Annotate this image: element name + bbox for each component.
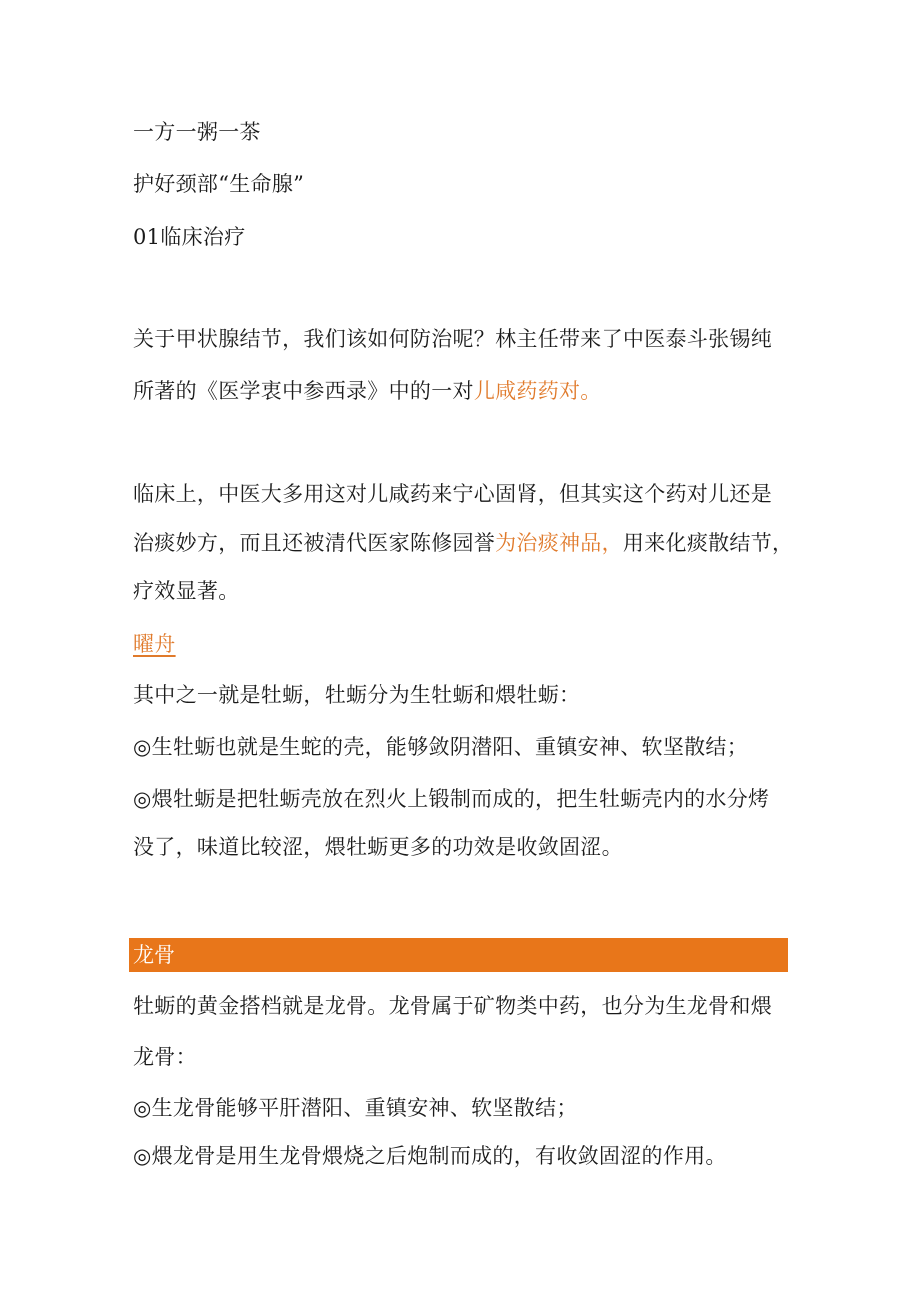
paragraph-2-text-post: 用来化痰散结节， [622,531,794,555]
paragraph-3-line-3: ◎煨牡蛎是把牡蛎壳放在烈火上锻制而成的，把生牡蛎壳内的水分烤 [133,787,770,811]
heading-subtitle: 护好颈部“生命腺” [133,172,305,196]
paragraph-3-line-1: 其中之一就是牡蛎，牡蛎分为生牡蛎和煨牡蛎： [133,683,581,707]
paragraph-1-line-1: 关于甲状腺结节，我们该如何防治呢？林主任带来了中医泰斗张锡纯 [133,327,772,351]
paragraph-2-line-3: 疗效显著。 [133,579,240,603]
paragraph-4-line-3: ◎生龙骨能够平肝潜阳、重镇安神、软坚散结； [133,1096,578,1120]
paragraph-1-text: 所著的《医学衷中参西录》中的一对 [133,379,474,403]
paragraph-3-line-4: 没了，味道比较涩，煨牡蛎更多的功效是收敛固涩。 [133,835,623,859]
paragraph-2-line-1: 临床上，中医大多用这对儿咸药来宁心固肾，但其实这个药对儿还是 [133,482,772,506]
paragraph-4-line-4: ◎煨龙骨是用生龙骨煨烧之后炮制而成的，有收敛固涩的作用。 [133,1144,727,1168]
section-heading-clinical: 01临床治疗 [133,225,246,249]
paragraph-2-line-2 [133,529,793,557]
paragraph-4-line-1: 牡蛎的黄金搭档就是龙骨。龙骨属于矿物类中药，也分为生龙骨和煨 [133,994,772,1018]
section-banner-dragon-bone [129,938,788,972]
paragraph-3-line-2: ◎生牡蛎也就是生蛇的壳，能够敛阴潜阳、重镇安神、软坚散结； [133,735,749,759]
highlight-herb-pair: 儿咸药药对。 [473,379,602,403]
paragraph-1-line-2 [133,377,602,405]
highlight-phlegm-remedy: 为治痰神品， [495,531,623,555]
banner-label: 龙骨 [133,943,175,967]
subheading-oyster: 曜舟 [133,632,176,656]
heading-title: 一方一粥一茶 [133,120,261,144]
paragraph-4-line-2: 龙骨： [133,1045,197,1069]
paragraph-2-text: 治痰妙方，而且还被清代医家陈修园誉 [133,531,496,555]
